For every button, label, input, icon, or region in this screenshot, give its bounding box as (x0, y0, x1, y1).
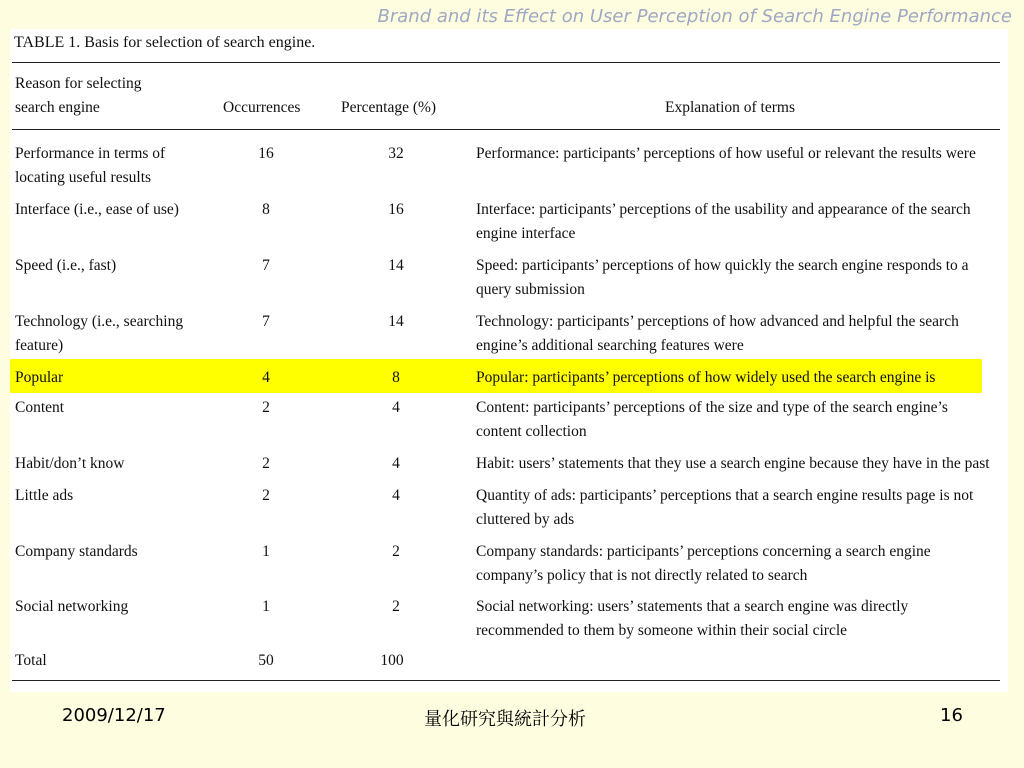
explanation-cell: Company standards: participants’ perceptions concerning a search engine company’s policy that is not directly related to search (476, 543, 931, 584)
explanation-cell: Social networking: users’ statements that a search engine was directly recommended to them by someone within their social circle (476, 598, 909, 639)
total-percentage: 100 (380, 652, 404, 669)
header-occurrences: Occurrences (223, 99, 301, 116)
total-occurrences: 50 (258, 652, 274, 669)
percentage-cell: 4 (392, 399, 400, 416)
footer-date: 2009/12/17 (62, 705, 166, 726)
table-caption: TABLE 1. Basis for selection of search engine. (14, 34, 316, 51)
explanation-cell: Popular: participants’ perceptions of how widely used the search engine is (476, 369, 936, 386)
percentage-cell: 14 (388, 313, 404, 330)
occurrences-cell: 7 (262, 257, 270, 274)
percentage-cell: 8 (392, 369, 400, 386)
explanation-cell: Interface: participants’ perceptions of the usability and appearance of the search engine interface (476, 201, 971, 242)
reason-cell: Little ads (15, 487, 74, 504)
occurrences-cell: 7 (262, 313, 270, 330)
total-label: Total (15, 652, 47, 669)
reason-cell: Technology (i.e., searching feature) (15, 313, 184, 354)
occurrences-cell: 4 (262, 369, 270, 386)
explanation-cell: Content: participants’ perceptions of the size and type of the search engine’s content collection (476, 399, 948, 440)
explanation-cell: Habit: users’ statements that they use a search engine because they have in the past (476, 455, 990, 472)
explanation-cell: Technology: participants’ perceptions of how advanced and helpful the search engine’s additional searching features were (476, 313, 959, 354)
table-image (10, 29, 1008, 692)
percentage-cell: 4 (392, 487, 400, 504)
occurrences-cell: 2 (262, 399, 270, 416)
table-top-rule (12, 62, 1000, 63)
occurrences-cell: 16 (258, 145, 274, 162)
explanation-cell: Performance: participants’ perceptions of how useful or relevant the results were (476, 145, 976, 162)
reason-cell: Habit/don’t know (15, 455, 125, 472)
reason-cell: Interface (i.e., ease of use) (15, 201, 179, 218)
reason-cell: Performance in terms of locating useful results (15, 145, 166, 186)
occurrences-cell: 2 (262, 455, 270, 472)
reason-cell: Company standards (15, 543, 138, 560)
reason-cell: Popular (15, 369, 64, 386)
table-bottom-rule (12, 680, 1000, 681)
explanation-cell: Speed: participants’ perceptions of how quickly the search engine responds to a query submission (476, 257, 969, 298)
percentage-cell: 2 (392, 598, 400, 615)
reason-cell: Social networking (15, 598, 129, 615)
table-header-rule (12, 129, 1000, 130)
header-percentage: Percentage (%) (341, 99, 437, 116)
reason-cell: Speed (i.e., fast) (15, 257, 117, 274)
slide-title: Brand and its Effect on User Perception of Search Engine Performance (377, 6, 1012, 27)
occurrences-cell: 1 (262, 598, 270, 615)
footer-page-number: 16 (940, 705, 963, 726)
occurrences-cell: 1 (262, 543, 270, 560)
header-explanation: Explanation of terms (665, 99, 795, 116)
explanation-cell: Quantity of ads: participants’ perceptions that a search engine results page is not cluttered by ads (476, 487, 974, 528)
footer-course: 量化研究與統計分析 (424, 709, 586, 730)
percentage-cell: 2 (392, 543, 400, 560)
percentage-cell: 32 (388, 145, 404, 162)
header-reason: Reason for selecting search engine (15, 75, 142, 116)
reason-cell: Content (15, 399, 65, 416)
percentage-cell: 4 (392, 455, 400, 472)
percentage-cell: 14 (388, 257, 404, 274)
occurrences-cell: 2 (262, 487, 270, 504)
percentage-cell: 16 (388, 201, 404, 218)
occurrences-cell: 8 (262, 201, 270, 218)
